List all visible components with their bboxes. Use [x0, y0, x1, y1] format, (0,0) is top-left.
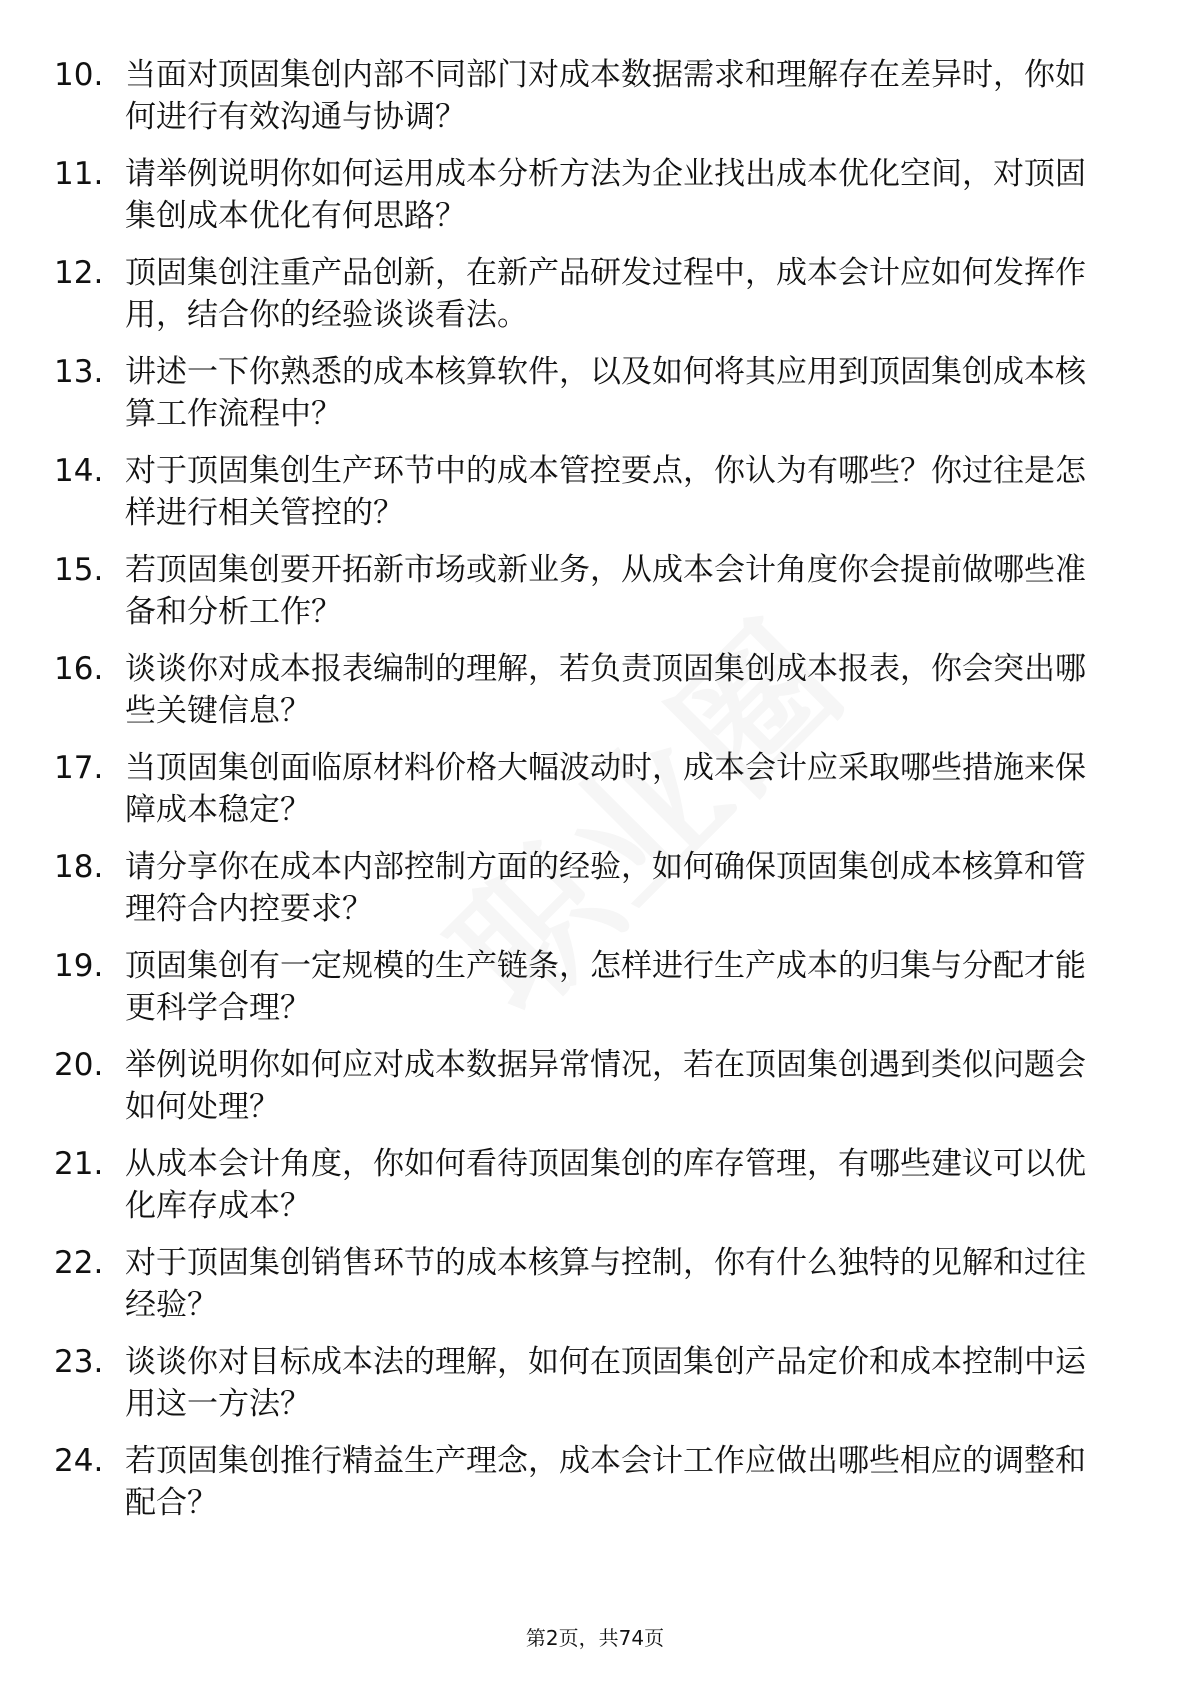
- question-item: [54, 945, 1114, 1029]
- question-number: 18.: [54, 849, 104, 885]
- question-item: [54, 846, 1114, 930]
- question-item: [54, 351, 1114, 435]
- question-number: 21.: [54, 1146, 104, 1182]
- question-number: 23.: [54, 1344, 104, 1380]
- question-item: [54, 648, 1114, 732]
- question-text: 谈谈你对目标成本法的理解，如何在顶固集创产品定价和成本控制中运用这一方法？: [125, 1344, 1086, 1422]
- question-number: 19.: [54, 948, 104, 984]
- question-number: 20.: [54, 1047, 104, 1083]
- question-text: 当面对顶固集创内部不同部门对成本数据需求和理解存在差异时，你如何进行有效沟通与协调？: [125, 57, 1086, 135]
- question-item: [54, 1242, 1114, 1326]
- question-list: [54, 54, 1114, 1539]
- question-number: 24.: [54, 1443, 104, 1479]
- question-text: 请分享你在成本内部控制方面的经验，如何确保顶固集创成本核算和管理符合内控要求？: [125, 849, 1086, 927]
- question-number: 11.: [54, 156, 104, 192]
- question-number: 12.: [54, 255, 104, 291]
- question-text: 举例说明你如何应对成本数据异常情况，若在顶固集创遇到类似问题会如何处理？: [125, 1047, 1086, 1125]
- question-item: [54, 54, 1114, 138]
- question-number: 17.: [54, 750, 104, 786]
- question-item: [54, 1440, 1114, 1524]
- question-item: [54, 1143, 1114, 1227]
- question-number: 16.: [54, 651, 104, 687]
- question-item: [54, 1341, 1114, 1425]
- question-text: 谈谈你对成本报表编制的理解，若负责顶固集创成本报表，你会突出哪些关键信息？: [125, 651, 1086, 729]
- question-text: 若顶固集创要开拓新市场或新业务，从成本会计角度你会提前做哪些准备和分析工作？: [125, 552, 1086, 630]
- question-number: 10.: [54, 57, 104, 93]
- question-item: [54, 153, 1114, 237]
- question-text: 顶固集创有一定规模的生产链条，怎样进行生产成本的归集与分配才能更科学合理？: [125, 948, 1086, 1026]
- page-footer: [0, 1626, 1190, 1650]
- question-text: 若顶固集创推行精益生产理念，成本会计工作应做出哪些相应的调整和配合？: [125, 1443, 1086, 1521]
- question-text: 对于顶固集创生产环节中的成本管控要点，你认为有哪些？你过往是怎样进行相关管控的？: [125, 453, 1086, 531]
- question-item: [54, 549, 1114, 633]
- question-item: [54, 252, 1114, 336]
- question-text: 请举例说明你如何运用成本分析方法为企业找出成本优化空间，对顶固集创成本优化有何思路？: [125, 156, 1086, 234]
- question-number: 14.: [54, 453, 104, 489]
- question-item: [54, 1044, 1114, 1128]
- question-text: 讲述一下你熟悉的成本核算软件，以及如何将其应用到顶固集创成本核算工作流程中？: [125, 354, 1086, 432]
- page-number: 第2页，共74页: [525, 1626, 665, 1650]
- question-number: 15.: [54, 552, 104, 588]
- question-number: 13.: [54, 354, 104, 390]
- question-number: 22.: [54, 1245, 104, 1281]
- question-item: [54, 450, 1114, 534]
- question-text: 对于顶固集创销售环节的成本核算与控制，你有什么独特的见解和过往经验？: [125, 1245, 1086, 1323]
- question-item: [54, 747, 1114, 831]
- question-text: 顶固集创注重产品创新，在新产品研发过程中，成本会计应如何发挥作用，结合你的经验谈谈看法。: [125, 255, 1086, 333]
- question-text: 当顶固集创面临原材料价格大幅波动时，成本会计应采取哪些措施来保障成本稳定？: [125, 750, 1086, 828]
- question-text: 从成本会计角度，你如何看待顶固集创的库存管理，有哪些建议可以优化库存成本？: [125, 1146, 1086, 1224]
